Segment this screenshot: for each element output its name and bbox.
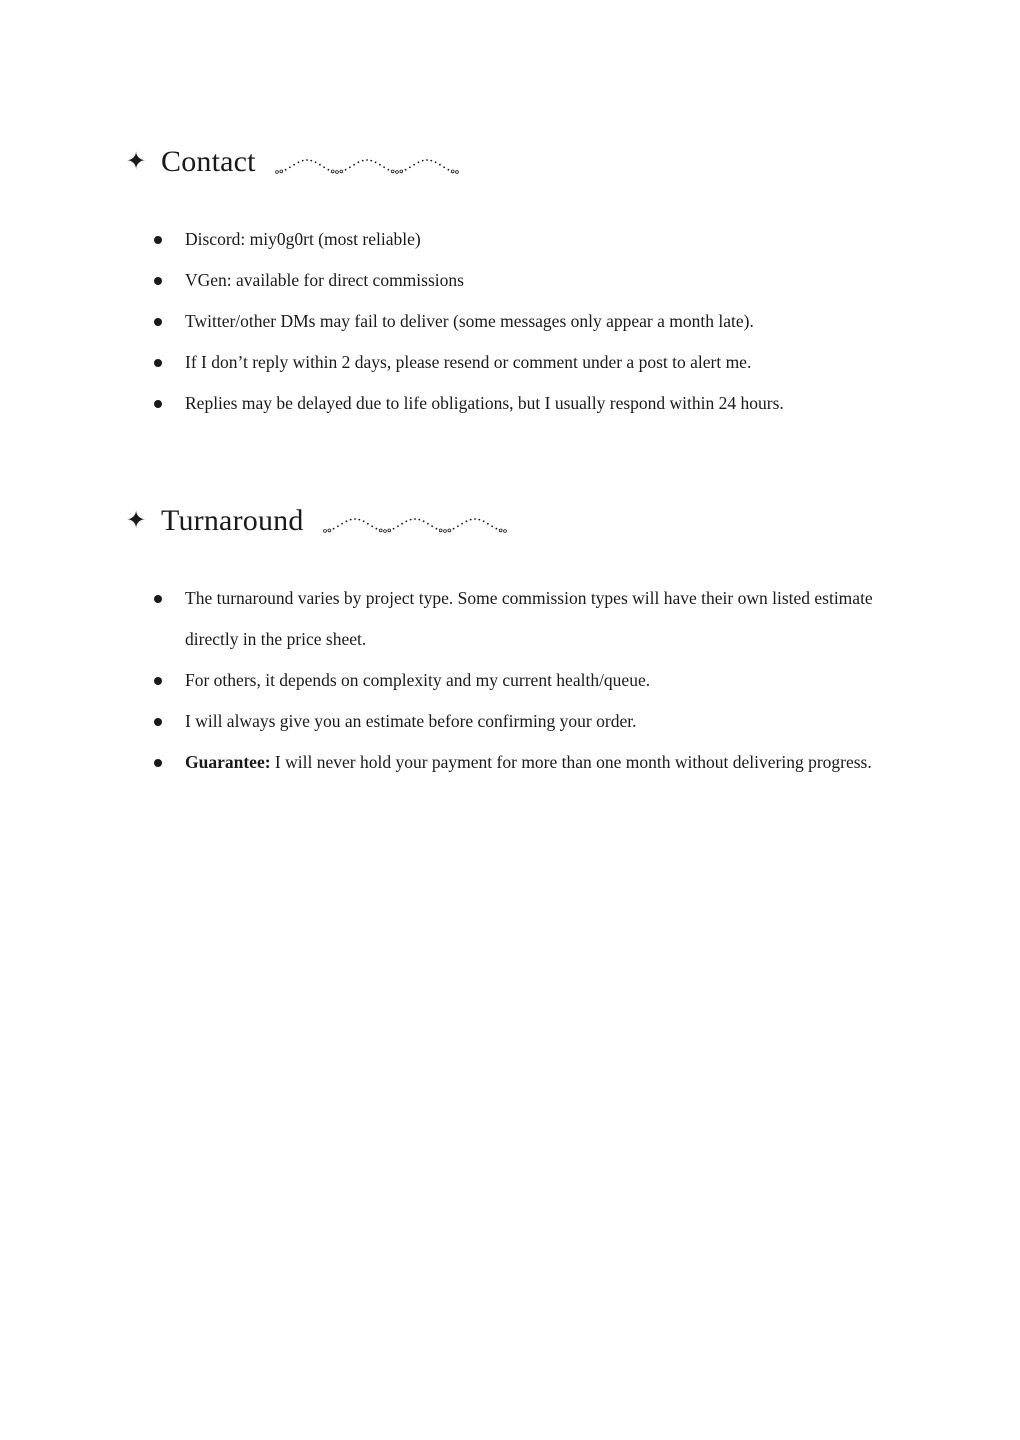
bullet-icon: [154, 595, 162, 603]
star-icon: ✦: [126, 506, 147, 534]
list-item: [126, 578, 885, 660]
dotted-wave-ornament-icon: [274, 156, 464, 176]
turnaround-estimate: I will always give you an estimate before confirming your order.: [185, 711, 637, 731]
turnaround-title: Turnaround: [161, 504, 304, 537]
bullet-icon: [154, 718, 162, 726]
contact-twitter-note: Twitter/other DMs may fail to deliver (some messages only appear a month late).: [185, 311, 754, 331]
bullet-icon: [154, 400, 162, 408]
contact-heading: [126, 140, 926, 184]
dotted-wave-ornament-icon: [322, 515, 512, 535]
list-item: [126, 742, 920, 783]
bullet-icon: [154, 236, 162, 244]
list-item: [126, 219, 926, 260]
contact-discord: Discord: miy0g0rt (most reliable): [185, 229, 421, 249]
list-item: [126, 660, 926, 701]
contact-delay-note: Replies may be delayed due to life obligations, but I usually respond within 24 hours.: [185, 393, 784, 413]
guarantee-label: Guarantee:: [185, 752, 271, 772]
list-item: [126, 342, 926, 383]
contact-list: [126, 219, 926, 424]
guarantee-text: I will never hold your payment for more than one month without delivering progress.: [270, 752, 872, 772]
contact-resend-note: If I don’t reply within 2 days, please resend or comment under a post to alert me.: [185, 352, 752, 372]
list-item: [126, 301, 926, 342]
bullet-icon: [154, 677, 162, 685]
list-item: [126, 260, 926, 301]
turnaround-heading: [126, 499, 926, 543]
list-item: [126, 701, 926, 742]
bullet-icon: [154, 759, 162, 767]
contact-section: [126, 140, 926, 424]
star-icon: ✦: [126, 147, 147, 175]
bullet-icon: [154, 359, 162, 367]
list-item: [126, 383, 926, 424]
turnaround-list: [126, 578, 926, 783]
bullet-icon: [154, 277, 162, 285]
turnaround-others: For others, it depends on complexity and my current health/queue.: [185, 670, 651, 690]
bullet-icon: [154, 318, 162, 326]
contact-title: Contact: [161, 145, 256, 178]
contact-vgen: VGen: available for direct commissions: [185, 270, 464, 290]
turnaround-varies: The turnaround varies by project type. Some commission types will have their own listed estimate directly in the price sheet.: [185, 588, 873, 649]
turnaround-section: [126, 499, 926, 783]
